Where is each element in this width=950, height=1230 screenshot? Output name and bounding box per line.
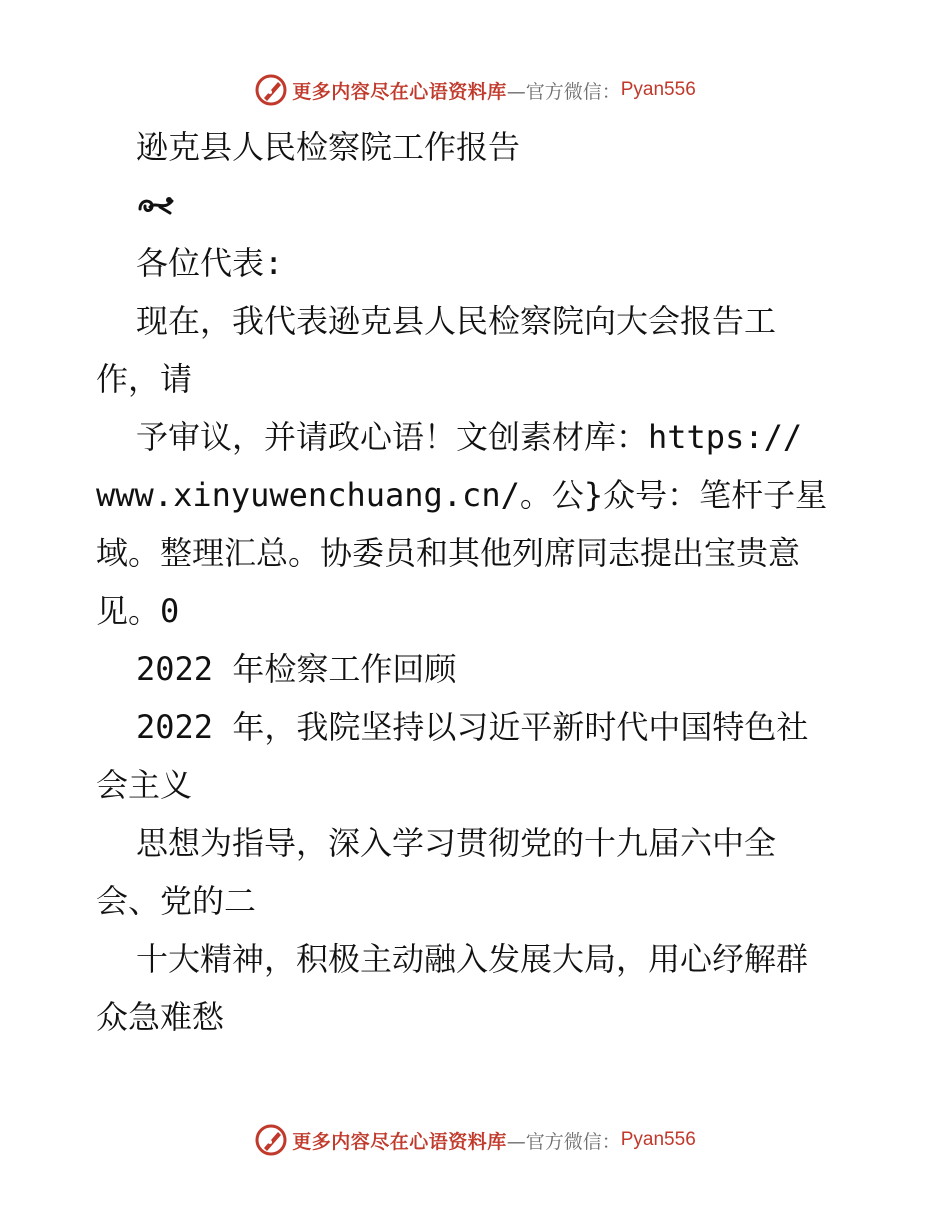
paragraph-line: 予审议，并请政心语！文创素材库：https:// bbox=[136, 418, 803, 456]
section-heading: 2022 年检察工作回顾 bbox=[136, 650, 457, 688]
pen-logo-icon bbox=[254, 73, 288, 107]
document-title: 逊克县人民检察院工作报告 bbox=[136, 128, 521, 166]
banner-label: —官方微信： bbox=[506, 80, 621, 103]
ornament bbox=[96, 176, 866, 234]
paragraph-line: 思想为指导，深入学习贯彻党的十九届六中全 bbox=[136, 824, 777, 862]
paragraph-line: 会主义 bbox=[96, 766, 193, 804]
salutation: 各位代表: bbox=[136, 244, 284, 282]
paragraph-line: www.xinyuwenchuang.cn/。公}众号：笔杆子星 bbox=[96, 476, 828, 514]
header-banner bbox=[0, 70, 950, 110]
paragraph-line: 十大精神，积极主动融入发展大局，用心纾解群 bbox=[136, 940, 809, 978]
banner-label: —官方微信： bbox=[506, 1130, 621, 1153]
paragraph-line: 众急难愁 bbox=[96, 998, 225, 1036]
ornament-icon bbox=[136, 193, 176, 217]
paragraph-line: 2022 年，我院坚持以习近平新时代中国特色社 bbox=[136, 708, 809, 746]
banner-wechat-id: Pyan556 bbox=[620, 1129, 696, 1150]
paragraph-line: 作，请 bbox=[96, 360, 193, 398]
banner-brand: 更多内容尽在心语资料库 bbox=[292, 1130, 507, 1153]
banner-brand: 更多内容尽在心语资料库 bbox=[292, 80, 507, 103]
paragraph-line: 会、党的二 bbox=[96, 882, 257, 920]
paragraph-line: 现在，我代表逊克县人民检察院向大会报告工 bbox=[136, 302, 777, 340]
paragraph-line: 见。0 bbox=[96, 592, 180, 630]
banner-wechat-id: Pyan556 bbox=[620, 79, 696, 100]
footer-banner bbox=[0, 1120, 950, 1160]
document-body bbox=[96, 118, 866, 1046]
paragraph-line: 域。整理汇总。协委员和其他列席同志提出宝贵意 bbox=[96, 534, 801, 572]
pen-logo-icon bbox=[254, 1123, 288, 1157]
